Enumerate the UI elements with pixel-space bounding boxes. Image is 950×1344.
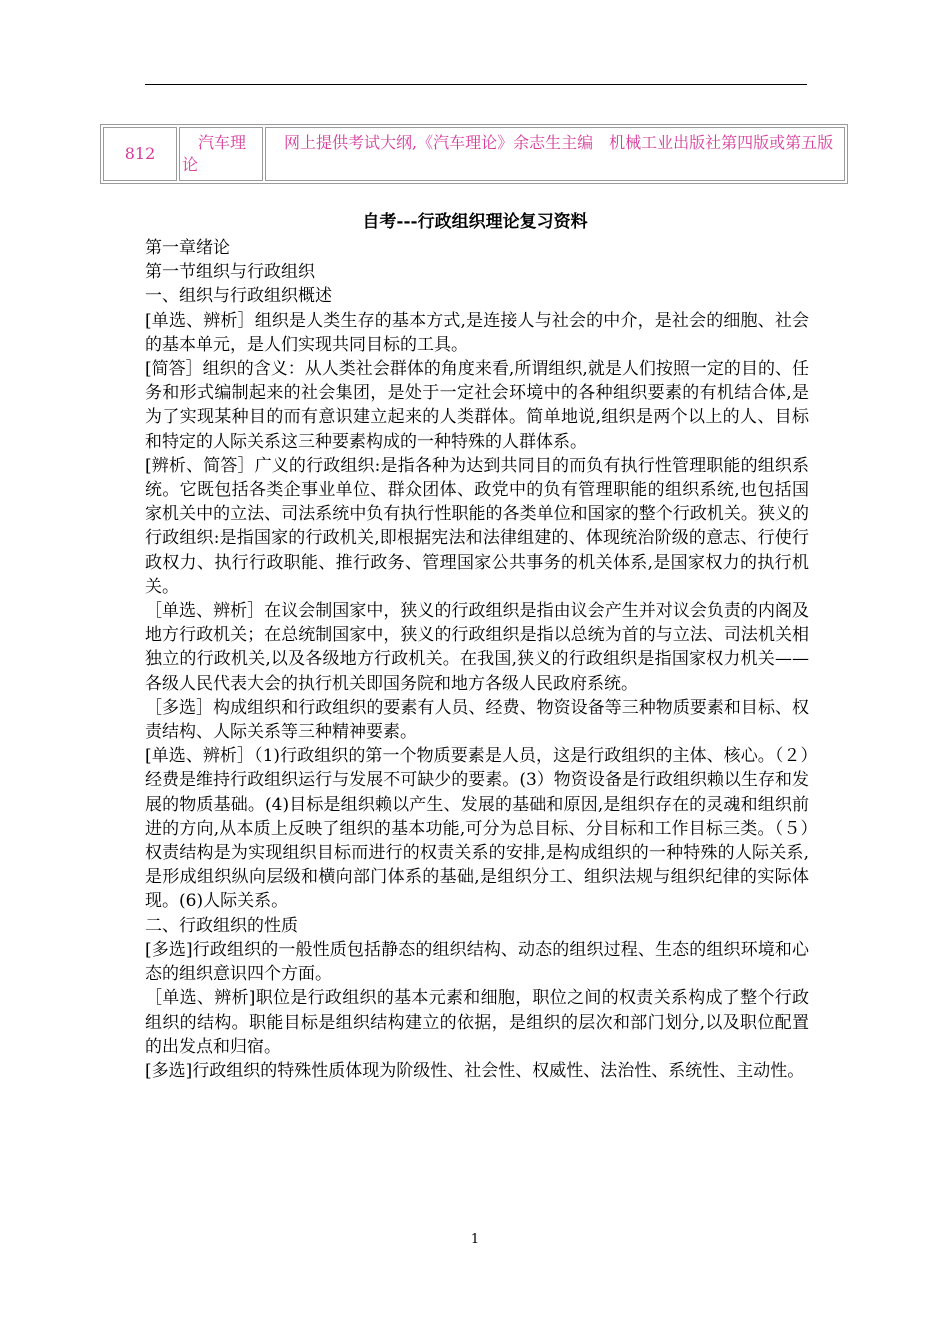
document-body bbox=[145, 236, 809, 1083]
paragraph: ［单选、辨析]职位是行政组织的基本元素和细胞，职位之间的权责关系构成了整个行政组织的结构。职能目标是组织结构建立的依据，是组织的层次和部门划分,以及职位配置的出发点和归宿。 bbox=[145, 988, 809, 1057]
paragraph: [多选]行政组织的一般性质包括静态的组织结构、动态的组织过程、生态的组织环境和心态的组织意识四个方面。 bbox=[145, 939, 809, 985]
paragraph: [单选、辨析］（1)行政组织的第一个物质要素是人员，这是行政组织的主体、核心。（２）经费是维持行政组织运行与发展不可缺少的要素。(3）物资设备是行政组织赖以生存和发展的物质基础。(4)目标是组织赖以产生、发展的基础和原因,是组织存在的灵魂和组织前进的方向,从本质上反映了组织的基本功能,可分为总目标、分目标和工作目标三类。（５）权责结构是为实现组织目标而进行的权责关系的安排,是构成组织的一种特殊的人际关系,是形成组织纵向层级和横向部门体系的基础,是组织分工、组织法规与组织纪律的实际体现。(6)人际关系。 bbox=[145, 746, 809, 912]
document-title: 自考---行政组织理论复习资料 bbox=[362, 212, 588, 232]
chapter-heading: 第一章绪论 bbox=[145, 238, 230, 258]
header-rule bbox=[145, 84, 807, 85]
section-heading: 第一节组织与行政组织 bbox=[145, 262, 315, 283]
paragraph: [简答］组织的含义：从人类社会群体的角度来看,所谓组织,就是人们按照一定的目的、任务和形式编制起来的社会集团，是处于一定社会环境中的各种组织要素的有机结合体,是为了实现某种目的而有意识建立起来的人类群体。简单地说,组织是两个以上的人、目标和特定的人际关系这三种要素构成的一种特殊的人群体系。 bbox=[145, 359, 809, 452]
subsection-heading: 一、组织与行政组织概述 bbox=[145, 286, 332, 307]
course-subject: 汽车理论 bbox=[182, 133, 247, 174]
subsection-heading: 二、行政组织的性质 bbox=[145, 915, 298, 936]
paragraph: [多选]行政组织的特殊性质体现为阶级性、社会性、权威性、法治性、系统性、主动性。 bbox=[145, 1060, 805, 1081]
paragraph: [辨析、简答］广义的行政组织:是指各种为达到共同目的而负有执行性管理职能的组织系统。它既包括各类企事业单位、群众团体、政党中的负有管理职能的组织系统,也包括国家机关中的立法、司法系统中负有执行性职能的各类单位和国家的整个行政机关。狭义的行政组织:是指国家的行政机关,即根据宪法和法律组建的、体现统治阶级的意志、行使行政权力、执行行政职能、推行政务、管理国家公共事务的机关体系,是国家权力的执行机关。 bbox=[145, 455, 809, 597]
course-code: 812 bbox=[124, 144, 156, 163]
course-code-cell bbox=[103, 127, 177, 181]
paragraph: ［单选、辨析］在议会制国家中，狭义的行政组织是指由议会产生并对议会负责的内阁及地方行政机关；在总统制国家中，狭义的行政组织是指以总统为首的与立法、司法机关相独立的行政机关,以及各级地方行政机关。在我国,狭义的行政组织是指国家权力机关——各级人民代表大会的执行机关即国务院和地方各级人民政府系统。 bbox=[145, 601, 809, 694]
paragraph: ［多选］构成组织和行政组织的要素有人员、经费、物资设备等三种物质要素和目标、权责结构、人际关系等三种精神要素。 bbox=[145, 697, 809, 743]
paragraph: [单选、辨析］组织是人类生存的基本方式,是连接人与社会的中介，是社会的细胞、社会的基本单元，是人们实现共同目标的工具。 bbox=[145, 310, 809, 355]
course-description: 网上提供考试大纲,《汽车理论》余志生主编 机械工业出版社第四版或第五版 bbox=[284, 133, 834, 152]
course-table bbox=[100, 124, 848, 184]
course-description-cell bbox=[265, 127, 845, 181]
course-subject-cell bbox=[179, 127, 263, 181]
page-number: 1 bbox=[470, 1232, 480, 1247]
